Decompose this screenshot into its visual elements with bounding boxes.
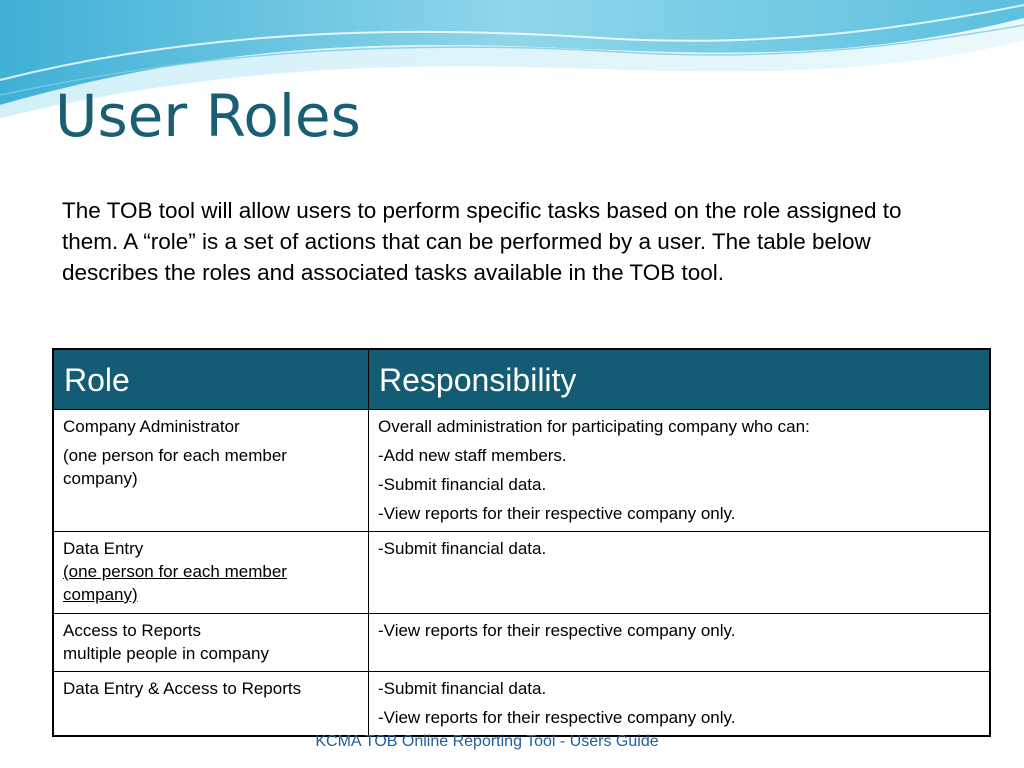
table-row xyxy=(53,532,990,614)
responsibility-cell xyxy=(369,532,991,614)
responsibility-line: -View reports for their respective company only. xyxy=(378,504,736,523)
role-cell xyxy=(53,672,369,737)
responsibility-line: -View reports for their respective company only. xyxy=(378,621,736,640)
role-cell xyxy=(53,532,369,614)
responsibility-cell xyxy=(369,614,991,672)
role-name: Access to Reports xyxy=(63,621,201,640)
role-name: Data Entry & Access to Reports xyxy=(63,679,302,698)
table-header-row xyxy=(53,349,990,410)
responsibility-line: Overall administration for participating company who can: xyxy=(378,417,810,436)
responsibility-line: -Add new staff members. xyxy=(378,446,567,465)
responsibility-cell xyxy=(369,672,991,737)
role-cell xyxy=(53,614,369,672)
responsibility-line: -Submit financial data. xyxy=(378,679,547,698)
responsibility-cell xyxy=(369,410,991,532)
role-note: (one person for each member company) xyxy=(63,446,287,488)
role-name: Company Administrator xyxy=(63,417,240,436)
role-note: (one person for each member company) xyxy=(63,562,287,604)
roles-table xyxy=(52,348,991,737)
slide-footer: KCMA TOB Online Reporting Tool - Users Guide xyxy=(315,733,659,750)
role-cell xyxy=(53,410,369,532)
header-responsibility: Responsibility xyxy=(369,349,991,410)
role-note: multiple people in company xyxy=(63,644,270,663)
responsibility-line: -View reports for their respective company only. xyxy=(378,708,736,727)
table-row xyxy=(53,614,990,672)
responsibility-line: -Submit financial data. xyxy=(378,475,547,494)
header-role: Role xyxy=(53,349,369,410)
table-row xyxy=(53,672,990,737)
role-name: Data Entry xyxy=(63,539,144,558)
responsibility-line: -Submit financial data. xyxy=(378,539,547,558)
slide-title: User Roles xyxy=(55,82,361,150)
intro-paragraph: The TOB tool will allow users to perform specific tasks based on the role assigned to them. A “role” is a set of actions that can be performed by a user. The table below describes the roles and associated tasks available in the TOB tool. xyxy=(62,198,902,285)
table-row xyxy=(53,410,990,532)
